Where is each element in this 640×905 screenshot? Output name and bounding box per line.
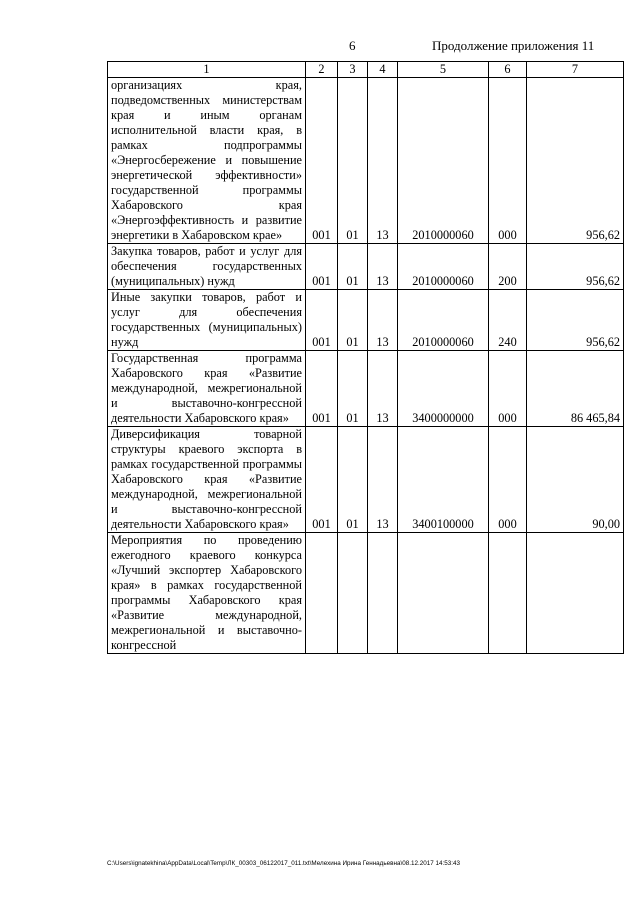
row-section-code: 01 xyxy=(338,290,368,351)
row-amount: 956,62 xyxy=(527,290,624,351)
row-target-code xyxy=(398,533,489,654)
row-target-code: 3400000000 xyxy=(398,351,489,427)
header-col-6: 6 xyxy=(489,62,527,78)
row-expense-type-code xyxy=(489,533,527,654)
header-col-5: 5 xyxy=(398,62,489,78)
row-ministry-code xyxy=(306,533,338,654)
table-row xyxy=(108,533,624,654)
header-col-2: 2 xyxy=(306,62,338,78)
row-ministry-code: 001 xyxy=(306,427,338,533)
row-amount: 956,62 xyxy=(527,244,624,290)
table-row xyxy=(108,290,624,351)
row-ministry-code: 001 xyxy=(306,244,338,290)
row-name: Государственная программа Хабаровского края «Развитие международной, межрегиональной и выставочно-конгрессной деятельности Хабаровского края» xyxy=(108,351,306,427)
row-subsection-code: 13 xyxy=(368,244,398,290)
row-subsection-code: 13 xyxy=(368,427,398,533)
budget-table xyxy=(107,61,624,654)
row-name: организациях края, подведомственных министерствам края и иным органам исполнительной власти края, в рамках подпрограммы «Энергосбережение и повышение энергетической эффективности» государственной программы Хабаровского края «Энергоэффективность и развитие энергетики в Хабаровском крае» xyxy=(108,78,306,244)
row-expense-type-code: 000 xyxy=(489,78,527,244)
row-name: Закупка товаров, работ и услуг для обеспечения государственных (муниципальных) нужд xyxy=(108,244,306,290)
header-col-4: 4 xyxy=(368,62,398,78)
row-target-code: 2010000060 xyxy=(398,244,489,290)
row-amount: 86 465,84 xyxy=(527,351,624,427)
row-expense-type-code: 000 xyxy=(489,351,527,427)
row-target-code: 3400100000 xyxy=(398,427,489,533)
row-section-code: 01 xyxy=(338,351,368,427)
row-name: Мероприятия по проведению ежегодного краевого конкурса «Лучший экспортер Хабаровского края» в рамках государственной программы Хабаровского края «Развитие международной, межрегиональной и выставочно-конгрессной xyxy=(108,533,306,654)
table-row xyxy=(108,78,624,244)
row-subsection-code: 13 xyxy=(368,290,398,351)
row-section-code: 01 xyxy=(338,78,368,244)
row-target-code: 2010000060 xyxy=(398,290,489,351)
table-row xyxy=(108,244,624,290)
row-subsection-code: 13 xyxy=(368,78,398,244)
row-expense-type-code: 000 xyxy=(489,427,527,533)
page-number: 6 xyxy=(349,38,356,53)
row-expense-type-code: 200 xyxy=(489,244,527,290)
row-name: Иные закупки товаров, работ и услуг для обеспечения государственных (муниципальных) нужд xyxy=(108,290,306,351)
table-row xyxy=(108,427,624,533)
row-subsection-code: 13 xyxy=(368,351,398,427)
row-amount: 956,62 xyxy=(527,78,624,244)
header-col-1: 1 xyxy=(108,62,306,78)
header-row xyxy=(108,62,624,78)
row-subsection-code xyxy=(368,533,398,654)
header-col-7: 7 xyxy=(527,62,624,78)
row-section-code: 01 xyxy=(338,244,368,290)
table-row xyxy=(108,351,624,427)
row-ministry-code: 001 xyxy=(306,78,338,244)
row-target-code: 2010000060 xyxy=(398,78,489,244)
header-col-3: 3 xyxy=(338,62,368,78)
footer-file-path: C:\Users\ignatekhina\AppData\Local\Temp\ЛК_00303_06122017_011.txt\Мелехина Ирина Геннадьевна\08.12.2017 14:53:43 xyxy=(107,860,460,867)
row-amount: 90,00 xyxy=(527,427,624,533)
row-ministry-code: 001 xyxy=(306,290,338,351)
row-name: Диверсификация товарной структуры краевого экспорта в рамках государственной программы Хабаровского края «Развитие международной, межрегиональной и выставочно-конгрессной деятельности Хабаровского края» xyxy=(108,427,306,533)
row-section-code xyxy=(338,533,368,654)
appendix-title: Продолжение приложения 11 xyxy=(432,38,595,53)
row-section-code: 01 xyxy=(338,427,368,533)
row-ministry-code: 001 xyxy=(306,351,338,427)
row-expense-type-code: 240 xyxy=(489,290,527,351)
row-amount xyxy=(527,533,624,654)
